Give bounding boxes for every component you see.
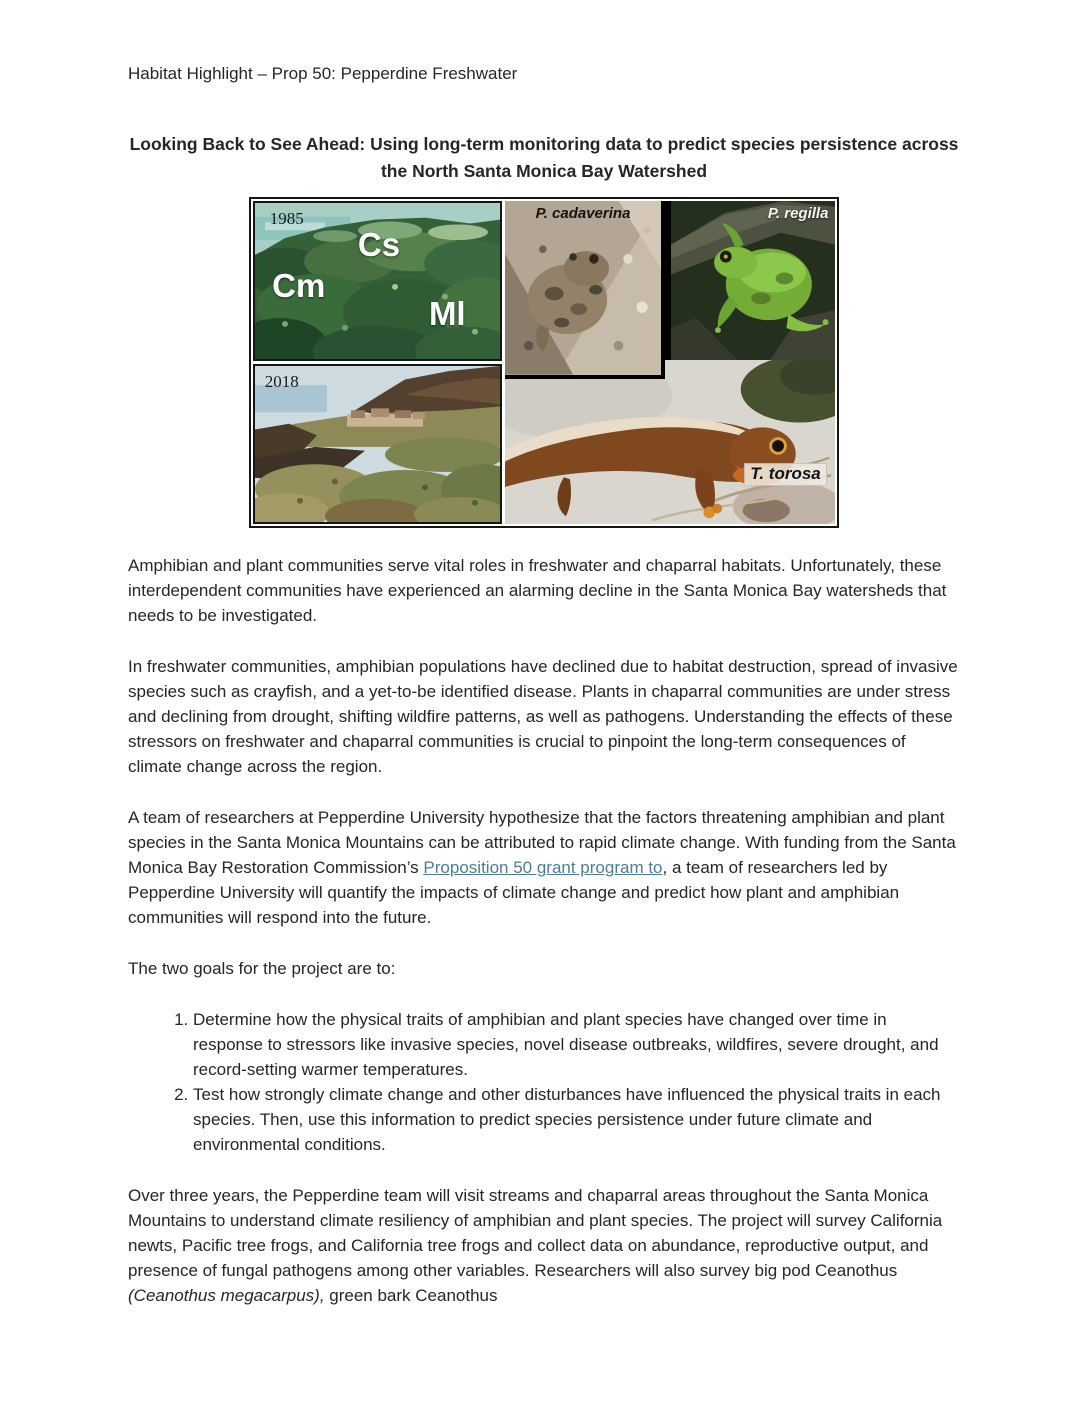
document-header: Habitat Highlight – Prop 50: Pepperdine Freshwater xyxy=(128,64,518,83)
goal-item-1: 1. Determine how the physical traits of amphibian and plant species have changed over time in response to stressors like invasive species, novel disease outbreaks, wildfires, severe drought, and record-setting warmer temperatures. xyxy=(193,1007,958,1082)
vegetation-label-cm: Cm xyxy=(272,266,326,304)
frog-regilla-illustration xyxy=(671,201,835,362)
photo-chaparral-1985 xyxy=(253,201,502,361)
newt-torosa-illustration xyxy=(505,360,835,524)
proposition-50-link[interactable]: Proposition 50 grant program to xyxy=(423,858,663,877)
photo-frog-regilla xyxy=(671,201,835,362)
document-body xyxy=(128,553,958,1308)
goals-list xyxy=(128,1007,958,1157)
vegetation-label-ml: Ml xyxy=(428,294,466,332)
species-label-torosa: T. torosa xyxy=(744,463,827,486)
frog-cadaverina-illustration xyxy=(505,201,661,375)
collage-right-column xyxy=(505,201,835,524)
species-name-ceanothus-megacarpus: (Ceanothus megacarpus), xyxy=(128,1286,325,1305)
paragraph-survey xyxy=(128,1183,958,1308)
vegetation-label-cs: Cs xyxy=(357,225,401,263)
paragraph-survey-after-italic: green bark Ceanothus xyxy=(324,1286,498,1305)
paragraph-goals-intro: The two goals for the project are to: xyxy=(128,959,396,978)
document-title: Looking Back to See Ahead: Using long-term monitoring data to predict species persistence across the North Santa Monica Bay Watershed xyxy=(129,134,959,181)
species-label-regilla: P. regilla xyxy=(767,204,829,222)
collage-left-column xyxy=(253,201,502,524)
year-label-2018: 2018 xyxy=(264,372,299,392)
photo-newt-torosa xyxy=(505,360,835,524)
paragraph-research-after-link: , a team of researchers led by Pepperdine University will quantify the impacts of climate change and predict how plant and amphibian communities will respond into the future. xyxy=(128,858,900,927)
paragraph-survey-before-italic: Over three years, the Pepperdine team will visit streams and chaparral areas throughout the Santa Monica Mountains to understand climate resiliency of amphibian and plant species. The project will survey California newts, Pacific tree frogs, and California tree frogs and collect data on abundance, reproductive output, and presence of fungal pathogens among other variables. Researchers will also survey big pod Ceanothus xyxy=(128,1186,943,1280)
photo-frog-cadaverina xyxy=(505,201,665,379)
paragraph-decline: In freshwater communities, amphibian populations have declined due to habitat destruction, spread of invasive species such as crayfish, and a yet-to-be identified disease. Plants in chaparral communities are under stress and declining from drought, shifting wildfire patterns, as well as pathogens. Understanding the effects of these stressors on freshwater and chaparral communities is crucial to pinpoint the long-term consequences of climate change across the region. xyxy=(128,657,958,776)
paragraph-intro: Amphibian and plant communities serve vital roles in freshwater and chaparral habitats. Unfortunately, these interdependent communities have experienced an alarming decline in the Santa Monica Bay watersheds that needs to be investigated. xyxy=(128,556,947,625)
paragraph-research-before-link: A team of researchers at Pepperdine University hypothesize that the factors threatening amphibian and plant species in the Santa Monica Mountains can be attributed to rapid climate change. With funding from the Santa Monica Bay Restoration Commission’s xyxy=(128,808,956,877)
species-label-cadaverina: P. cadaverina xyxy=(535,205,631,223)
figure-collage xyxy=(249,197,839,528)
year-label-1985: 1985 xyxy=(269,209,304,229)
paragraph-research xyxy=(128,805,958,930)
photo-chaparral-2018 xyxy=(253,364,502,524)
goal-item-2: 2. Test how strongly climate change and other disturbances have influenced the physical traits in each species. Then, use this information to predict species persistence under future climate and environmental conditions. xyxy=(193,1082,958,1157)
